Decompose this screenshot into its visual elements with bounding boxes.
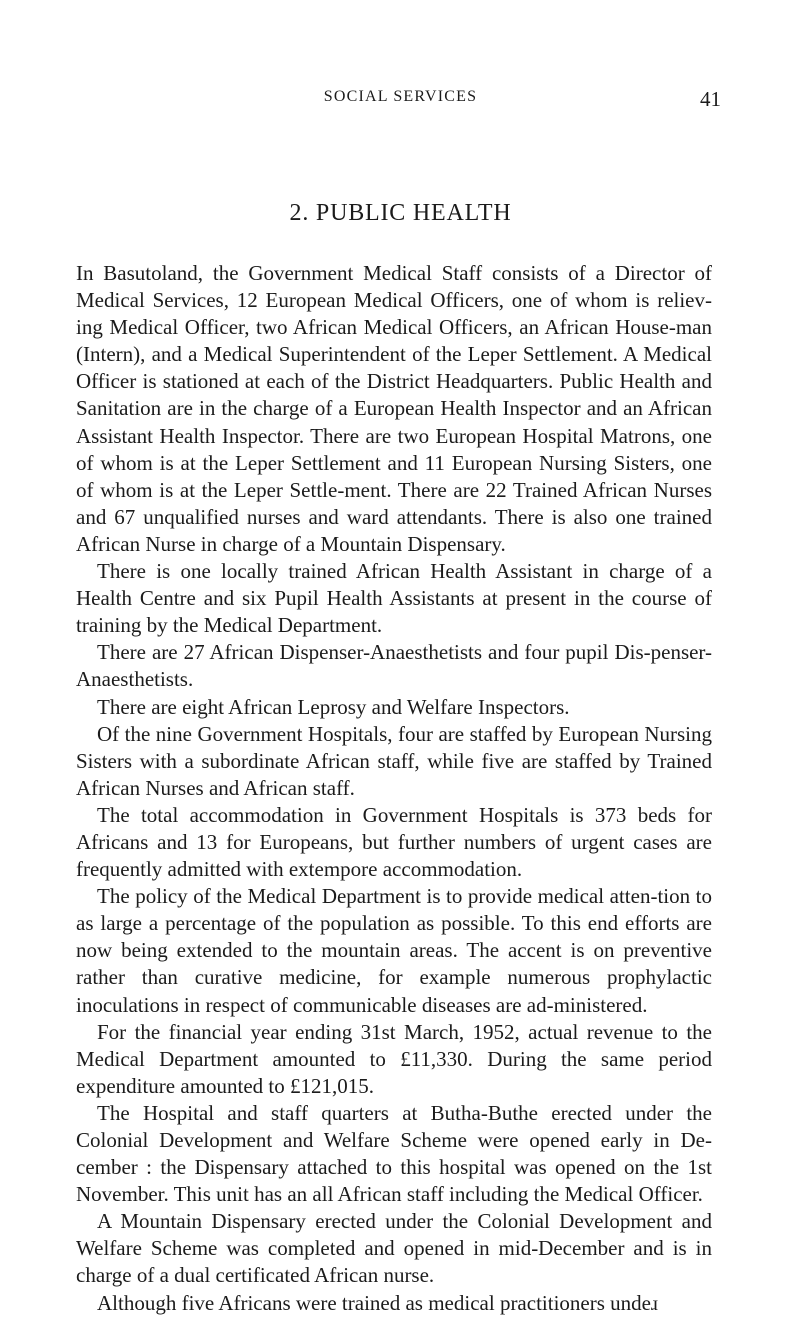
body-text [76,260,712,1317]
paragraph-leprosy-inspectors: There are eight African Leprosy and Welfare Inspectors. [97,694,570,719]
section-heading: 2. PUBLIC HEALTH [289,200,512,226]
paragraph-health-assistant: There is one locally trained African Health Assistant in charge of a Health Centre and six Pupil Health Assistants at present in the course of training by the Medical Department. [76,559,712,638]
paragraph-medical-practitioners: Although five Africans were trained as medical practitioners undeɹ [97,1290,658,1315]
paragraph-department-policy: The policy of the Medical Department is to provide medical atten-tion to as large a percentage of the population as possible. To this end efforts are now being extended to the mountain areas. The accent is on preventive rather than curative medicine, for example numerous prophylactic inoculations in respect of communicable diseases are ad-ministered. [76,884,712,1017]
paragraph-financial-year: For the financial year ending 31st March, 1952, actual revenue to the Medical Department amounted to £11,330. During the same period expenditure amounted to £121,015. [76,1019,712,1098]
running-title: SOCIAL SERVICES [323,88,478,105]
running-header [0,88,801,112]
page-number: 41 [700,87,721,111]
paragraph-dispenser-anaesthetists: There are 27 African Dispenser-Anaesthetists and four pupil Dis-penser-Anaesthetists. [76,640,712,692]
paragraph-accommodation: The total accommodation in Government Hospitals is 373 beds for Africans and 13 for Europeans, but further numbers of urgent cases are frequently admitted with extempore accommodation. [76,802,712,882]
paragraph-medical-staff: In Basutoland, the Government Medical Staff consists of a Director of Medical Services, 12 European Medical Officers, one of whom is reliev-ing Medical Officer, two African Medical Officers, an African House-man (Intern), and a Medical Superintendent of the Leper Settlement. A Medical Officer is stationed at each of the District Headquarters. Public Health and Sanitation are in the charge of a European Health Inspector and an African Assistant Health Inspector. There are two European Hospital Matrons, one of whom is at the Leper Settlement and 11 European Nursing Sisters, one of whom is at the Leper Settle-ment. There are 22 Trained African Nurses and 67 unqualified nurses and ward attendants. There is also one trained African Nurse in charge of a Mountain Dispensary. [76,261,712,556]
paragraph-butha-buthe-hospital: The Hospital and staff quarters at Butha-Buthe erected under the Colonial Development and Welfare Scheme were opened early in De-cember : the Dispensary attached to this hospital was opened on the 1st November. This unit has an all African staff including the Medical Officer. [76,1100,712,1207]
paragraph-government-hospitals: Of the nine Government Hospitals, four are staffed by European Nursing Sisters with a subordinate African staff, while five are staffed by Trained African Nurses and African staff. [76,721,712,800]
paragraph-mountain-dispensary: A Mountain Dispensary erected under the Colonial Development and Welfare Scheme was completed and opened in mid-December and is in charge of a dual certificated African nurse. [76,1209,712,1288]
